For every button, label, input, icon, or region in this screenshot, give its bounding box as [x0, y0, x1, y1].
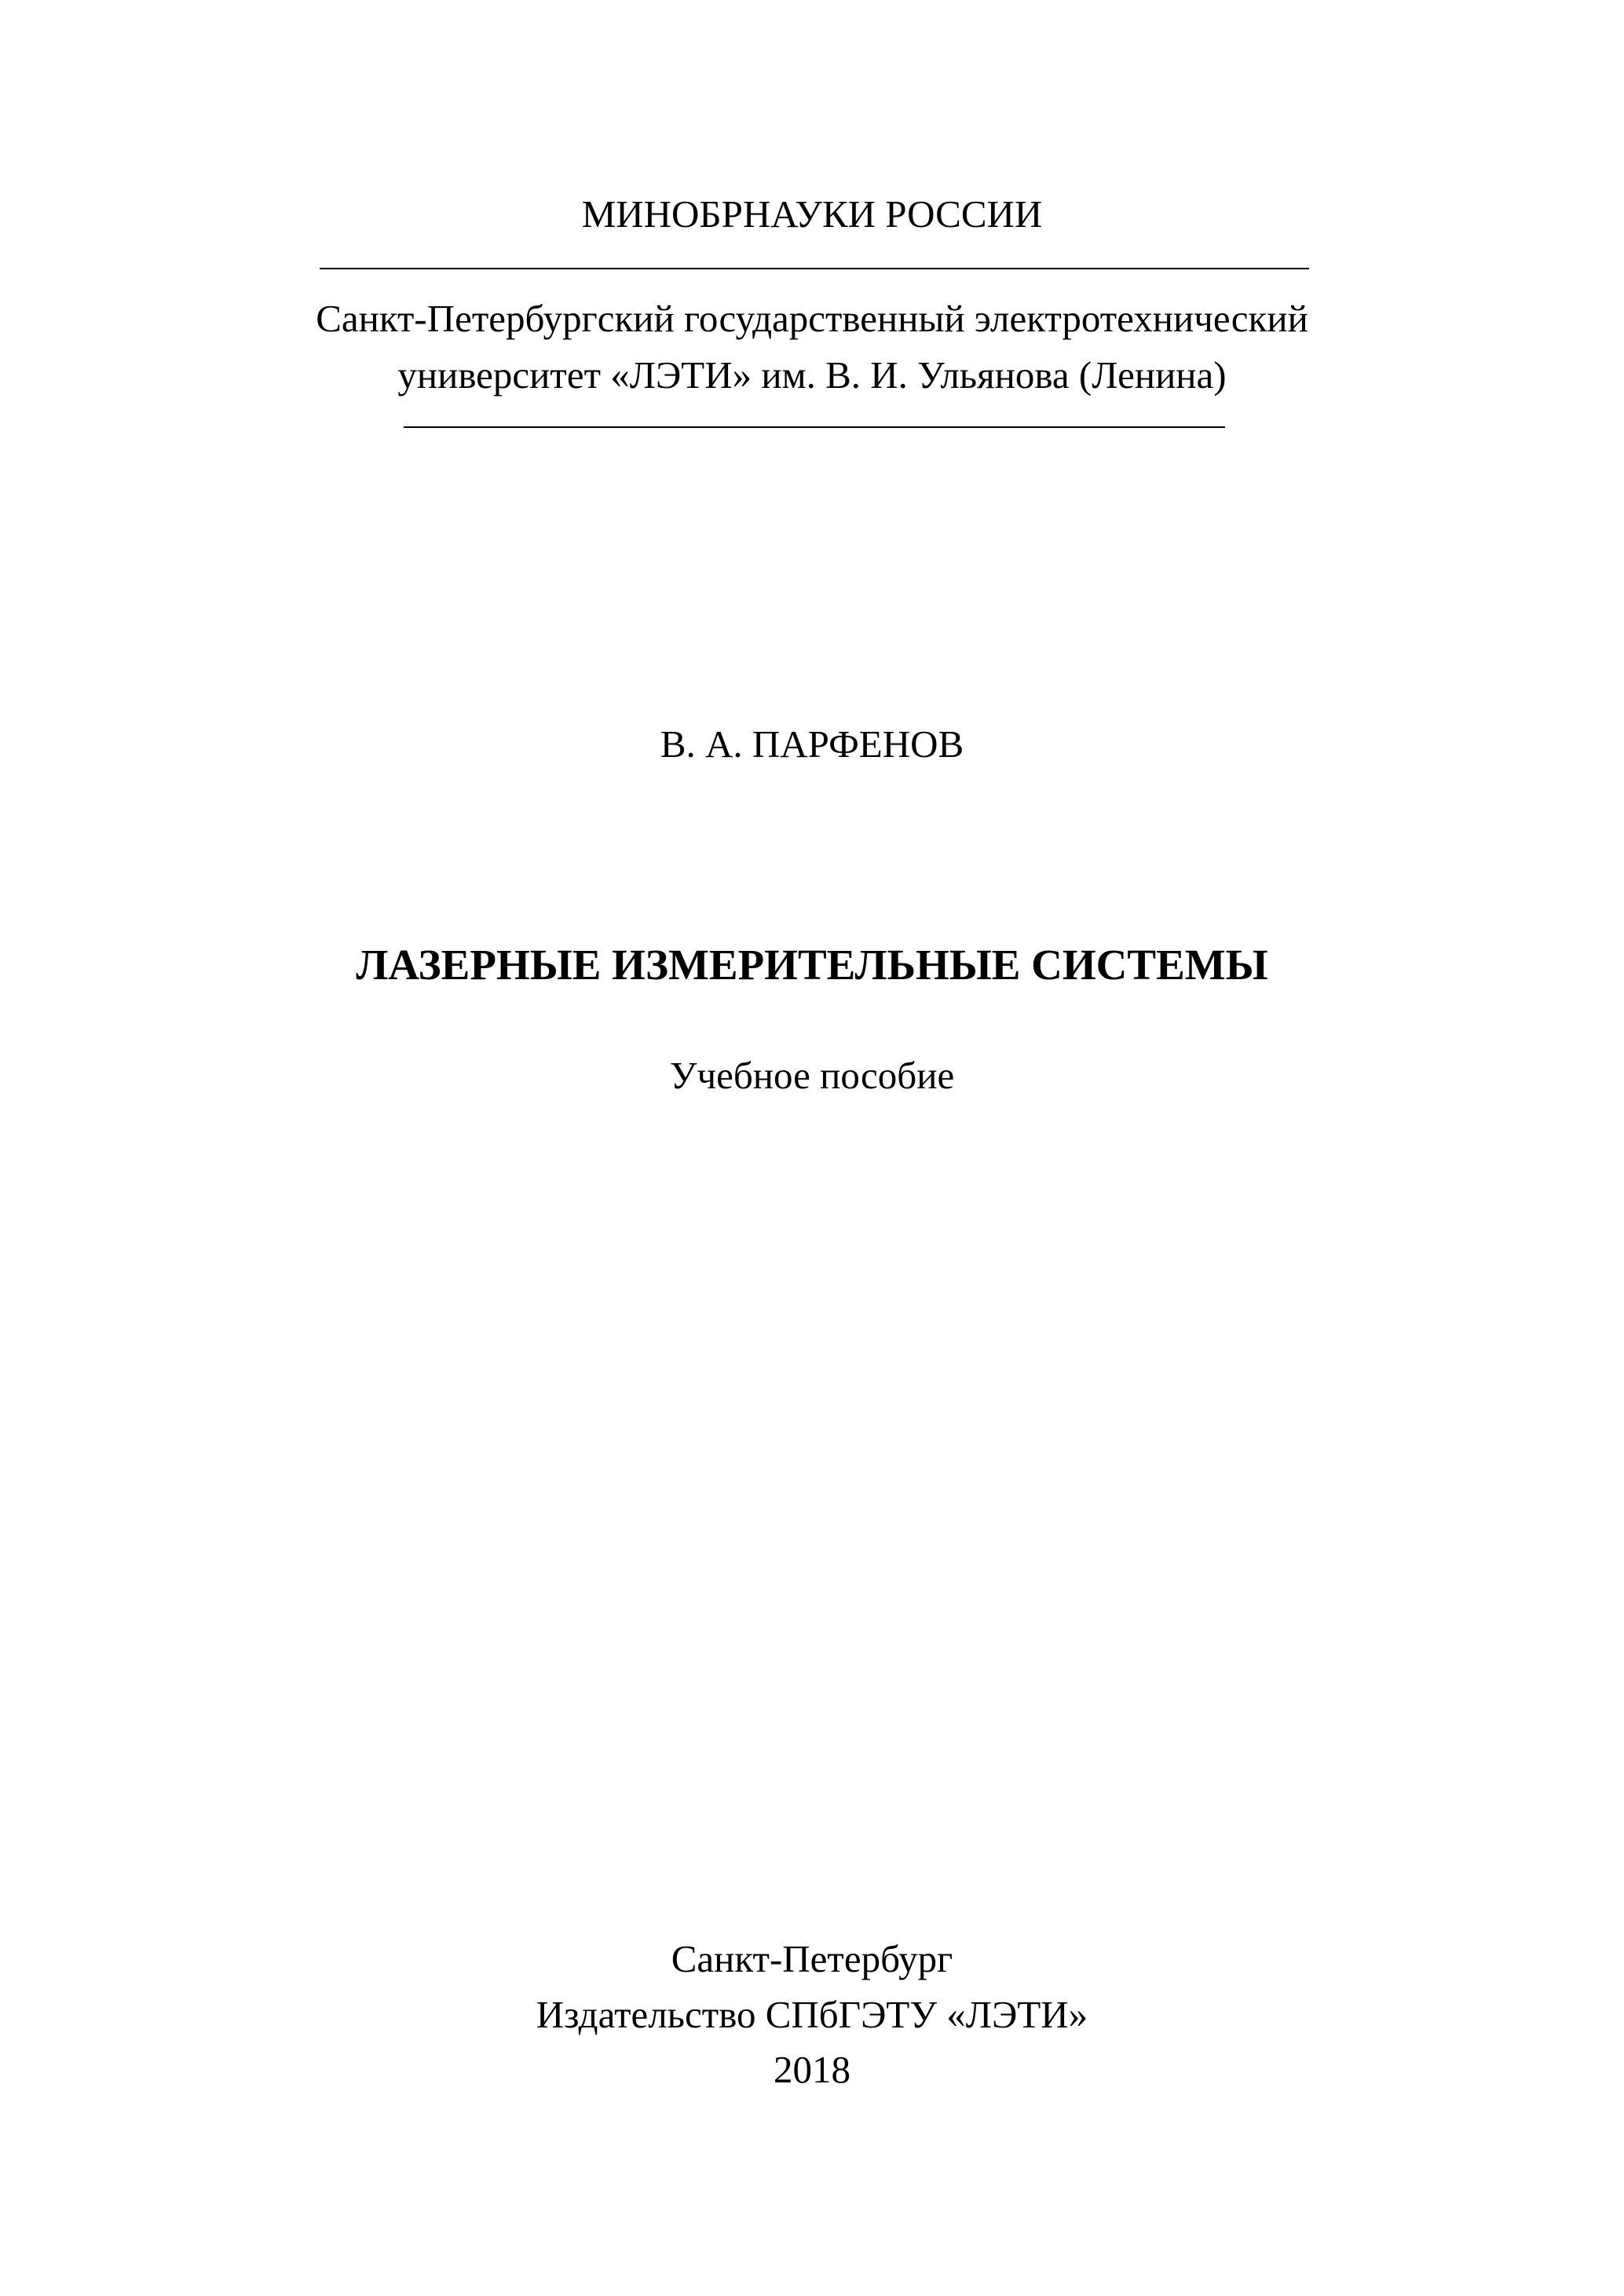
- ministry-name: МИНОБРНАУКИ РОССИИ: [581, 192, 1043, 236]
- book-title: ЛАЗЕРНЫЕ ИЗМЕРИТЕЛЬНЫЕ СИСТЕМЫ: [356, 941, 1268, 989]
- author-name: В. А. ПАРФЕНОВ: [660, 722, 964, 766]
- university-name-line-2: университет «ЛЭТИ» им. В. И. Ульянова (Ленина): [397, 353, 1227, 397]
- header-divider-bottom: [404, 426, 1225, 428]
- book-subtitle: Учебное пособие: [669, 1054, 955, 1097]
- imprint-city: Санкт-Петербург: [671, 1937, 953, 1980]
- header-divider-top: [320, 268, 1309, 269]
- university-name-line-1: Санкт-Петербургский государственный электротехнический: [316, 297, 1308, 340]
- imprint-year: 2018: [774, 2048, 850, 2091]
- imprint-publisher: Издательство СПбГЭТУ «ЛЭТИ»: [536, 1993, 1088, 2036]
